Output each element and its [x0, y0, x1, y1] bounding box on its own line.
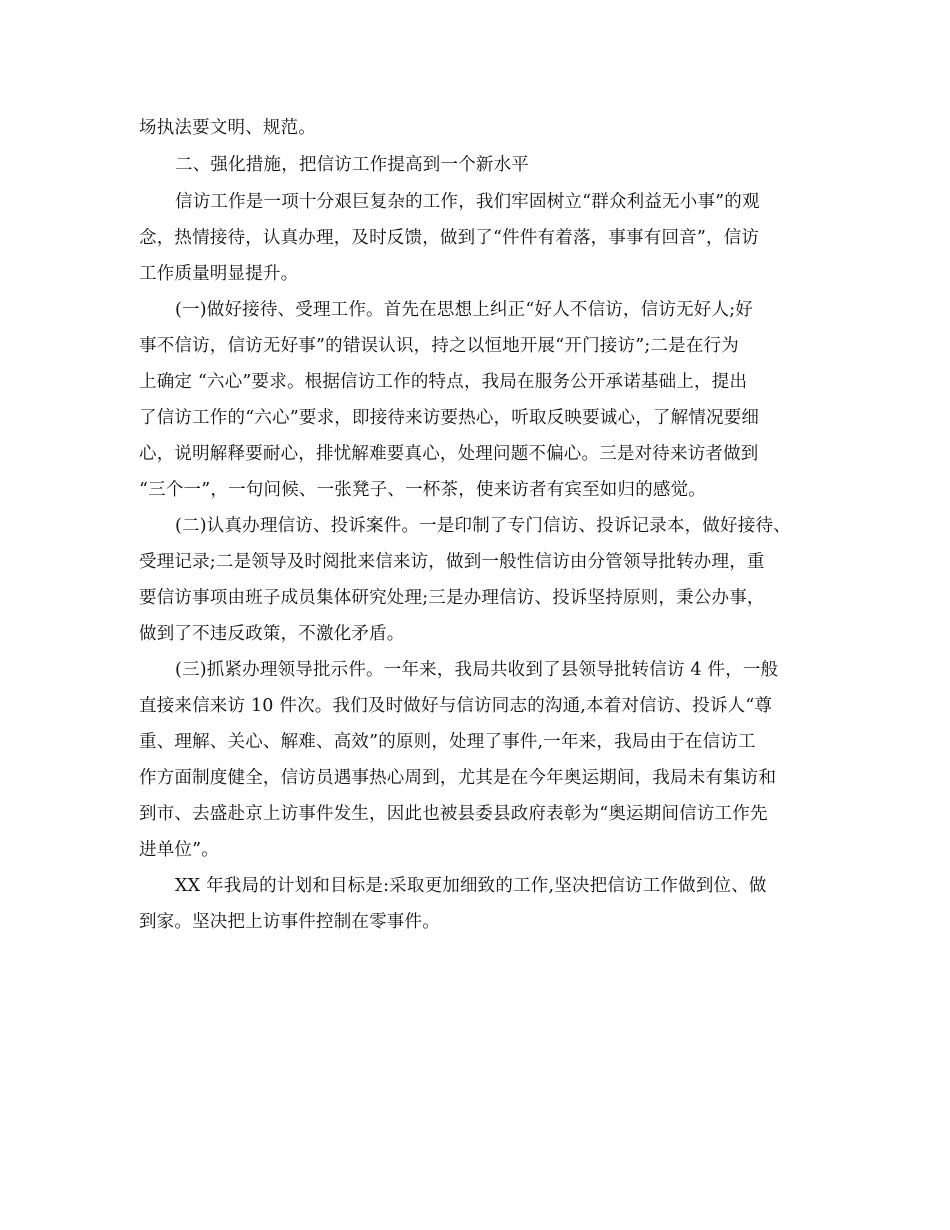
text-line: 要信访事项由班子成员集体研究处理;三是办理信访、投诉坚持原则，秉公办事，	[139, 588, 765, 608]
text-line: XX 年我局的计划和目标是:采取更加细致的工作,坚决把信访工作做到位、做	[175, 876, 767, 896]
text-line: 进单位”。	[139, 840, 219, 860]
section-heading: 二、强化措施，把信访工作提高到一个新水平	[175, 155, 529, 175]
text-line: 直接来信来访 10 件次。我们及时做好与信访同志的沟通,本着对信访、投诉人“尊	[139, 696, 773, 716]
text-line: 到市、去盛赴京上访事件发生，因此也被县委县政府表彰为“奥运期间信访工作先	[139, 804, 768, 824]
text-line: 了信访工作的“六心”要求，即接待来访要热心，听取反映要诚心，了解情况要细	[139, 408, 760, 428]
text-line: 重、理解、关心、解难、高效”的原则，处理了事件,一年来，我局由于在信访工	[139, 732, 756, 752]
text-line: 工作质量明显提升。	[139, 264, 299, 284]
text-line: 作方面制度健全，信访员遇事热心周到，尤其是在今年奥运期间，我局未有集访和	[139, 768, 777, 788]
text-line: 受理记录;二是领导及时阅批来信来访，做到一般性信访由分管领导批转办理，重	[139, 552, 765, 572]
text-line: (三)抓紧办理领导批示件。一年来，我局共收到了县领导批转信访 4 件，一般	[175, 660, 779, 680]
text-line: 事不信访，信访无好事”的错误认识，持之以恒地开展“开门接访”;二是在行为	[139, 336, 739, 356]
text-line: (二)认真办理信访、投诉案件。一是印制了专门信访、投诉记录本，做好接待、	[175, 516, 791, 536]
text-line: 念，热情接待，认真办理，及时反馈，做到了“件件有着落，事事有回音”，信访	[139, 228, 760, 248]
text-line: 到家。坚决把上访事件控制在零事件。	[139, 912, 440, 932]
text-line: 上确定 “六心”要求。根据信访工作的特点，我局在服务公开承诺基础上，提出	[139, 372, 748, 392]
text-line: 信访工作是一项十分艰巨复杂的工作，我们牢固树立“群众利益无小事”的观	[175, 192, 760, 212]
text-line: 场执法要文明、规范。	[139, 118, 316, 138]
text-line: (一)做好接待、受理工作。首先在思想上纠正“好人不信访，信访无好人;好	[175, 300, 753, 320]
text-line: 心，说明解释要耐心，排忧解难要真心，处理问题不偏心。三是对待来访者做到	[139, 444, 759, 464]
text-line: 做到了不违反政策，不激化矛盾。	[139, 624, 405, 644]
text-line: “三个一”，一句问候、一张凳子、一杯茶，使来访者有宾至如归的感觉。	[139, 480, 706, 500]
